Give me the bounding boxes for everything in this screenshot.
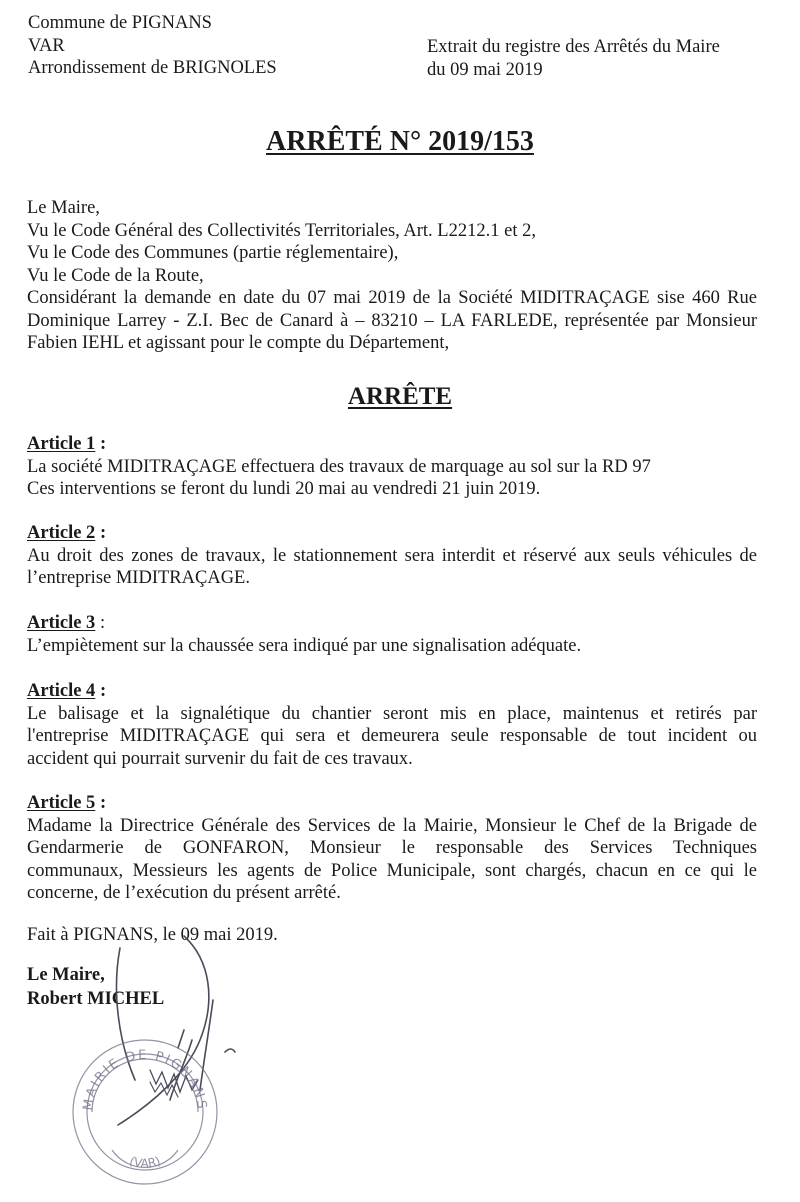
- article-4-colon: :: [95, 681, 107, 701]
- preamble-considerant-line-2: Dominique Larrey - Z.I. Bec de Canard à – 83210 – LA FARLEDE, représentée par Monsieur: [27, 310, 757, 331]
- preamble-mayor: Le Maire,: [27, 198, 100, 218]
- article-1-title: Article 1: [27, 434, 96, 454]
- article-4-line-3: accident qui pourrait survenir du fait de ces travaux.: [27, 748, 413, 769]
- arrondissement-name: Arrondissement de BRIGNOLES: [28, 58, 277, 78]
- article-1-line-1: La société MIDITRAÇAGE effectuera des travaux de marquage au sol sur la RD 97: [27, 456, 651, 477]
- stamp-text-top: MAIRIE DE PIGNANS: [80, 1047, 210, 1112]
- preamble-vu-route: Vu le Code de la Route,: [27, 265, 204, 286]
- article-1-colon: :: [95, 434, 107, 454]
- department-name: VAR: [28, 35, 65, 56]
- article-4-line-2: l'entreprise MIDITRAÇAGE qui sera et demeurera seule responsable de tout incident ou: [27, 726, 757, 746]
- preamble-vu-cgct: Vu le Code Général des Collectivités Territoriales, Art. L2212.1 et 2,: [27, 220, 536, 241]
- document-title: ARRÊTÉ N° 2019/153: [266, 126, 534, 157]
- article-2-line-2: l’entreprise MIDITRAÇAGE.: [27, 568, 250, 588]
- article-5-line-3: communaux, Messieurs les agents de Police Municipale, sont chargés, chacun en ce qui le: [27, 860, 757, 881]
- article-5-colon: :: [95, 793, 107, 813]
- article-2-line-1: Au droit des zones de travaux, le stationnement sera interdit et réservé aux seuls véhicules de: [27, 545, 757, 566]
- handwritten-signature: [116, 936, 235, 1125]
- article-3-line-1: L’empiètement sur la chaussée sera indiqué par une signalisation adéquate.: [27, 635, 582, 656]
- article-1-line-2: Ces interventions se feront du lundi 20 mai au vendredi 21 juin 2019.: [27, 479, 541, 499]
- register-date: du 09 mai 2019: [427, 59, 543, 80]
- preamble-considerant-line-3: Fabien IEHL et agissant pour le compte du Département,: [27, 333, 450, 353]
- article-2-title: Article 2: [27, 523, 96, 543]
- decision-heading: ARRÊTE: [347, 383, 453, 410]
- commune-name: Commune de PIGNANS: [28, 13, 212, 33]
- article-4-title: Article 4: [27, 681, 96, 701]
- signature-role: Le Maire,: [27, 965, 105, 985]
- done-at-line: Fait à PIGNANS, le 09 mai 2019.: [27, 925, 278, 945]
- article-5-line-1: Madame la Directrice Générale des Services de la Mairie, Monsieur le Chef de la Brigade de: [27, 815, 757, 836]
- article-3-colon: :: [95, 613, 106, 633]
- preamble-vu-communes: Vu le Code des Communes (partie réglementaire),: [27, 243, 399, 263]
- signature-name: Robert MICHEL: [27, 989, 165, 1009]
- article-5-line-4: concerne, de l’exécution du présent arrêté.: [27, 883, 341, 903]
- stamp-text-bottom: (VAR): [127, 1153, 163, 1171]
- article-4-line-1: Le balisage et la signalétique du chantier seront mis en place, maintenus et retirés par: [27, 703, 757, 724]
- register-extract: Extrait du registre des Arrêtés du Maire: [427, 37, 720, 57]
- article-5-title: Article 5: [27, 793, 96, 813]
- preamble-considerant-line-1: Considérant la demande en date du 07 mai 2019 de la Société MIDITRAÇAGE sise 460 Rue: [27, 288, 757, 308]
- article-2-colon: :: [95, 523, 107, 543]
- article-5-line-2: Gendarmerie de GONFARON, Monsieur le responsable des Services Techniques: [27, 838, 757, 858]
- article-3-title: Article 3: [27, 613, 96, 633]
